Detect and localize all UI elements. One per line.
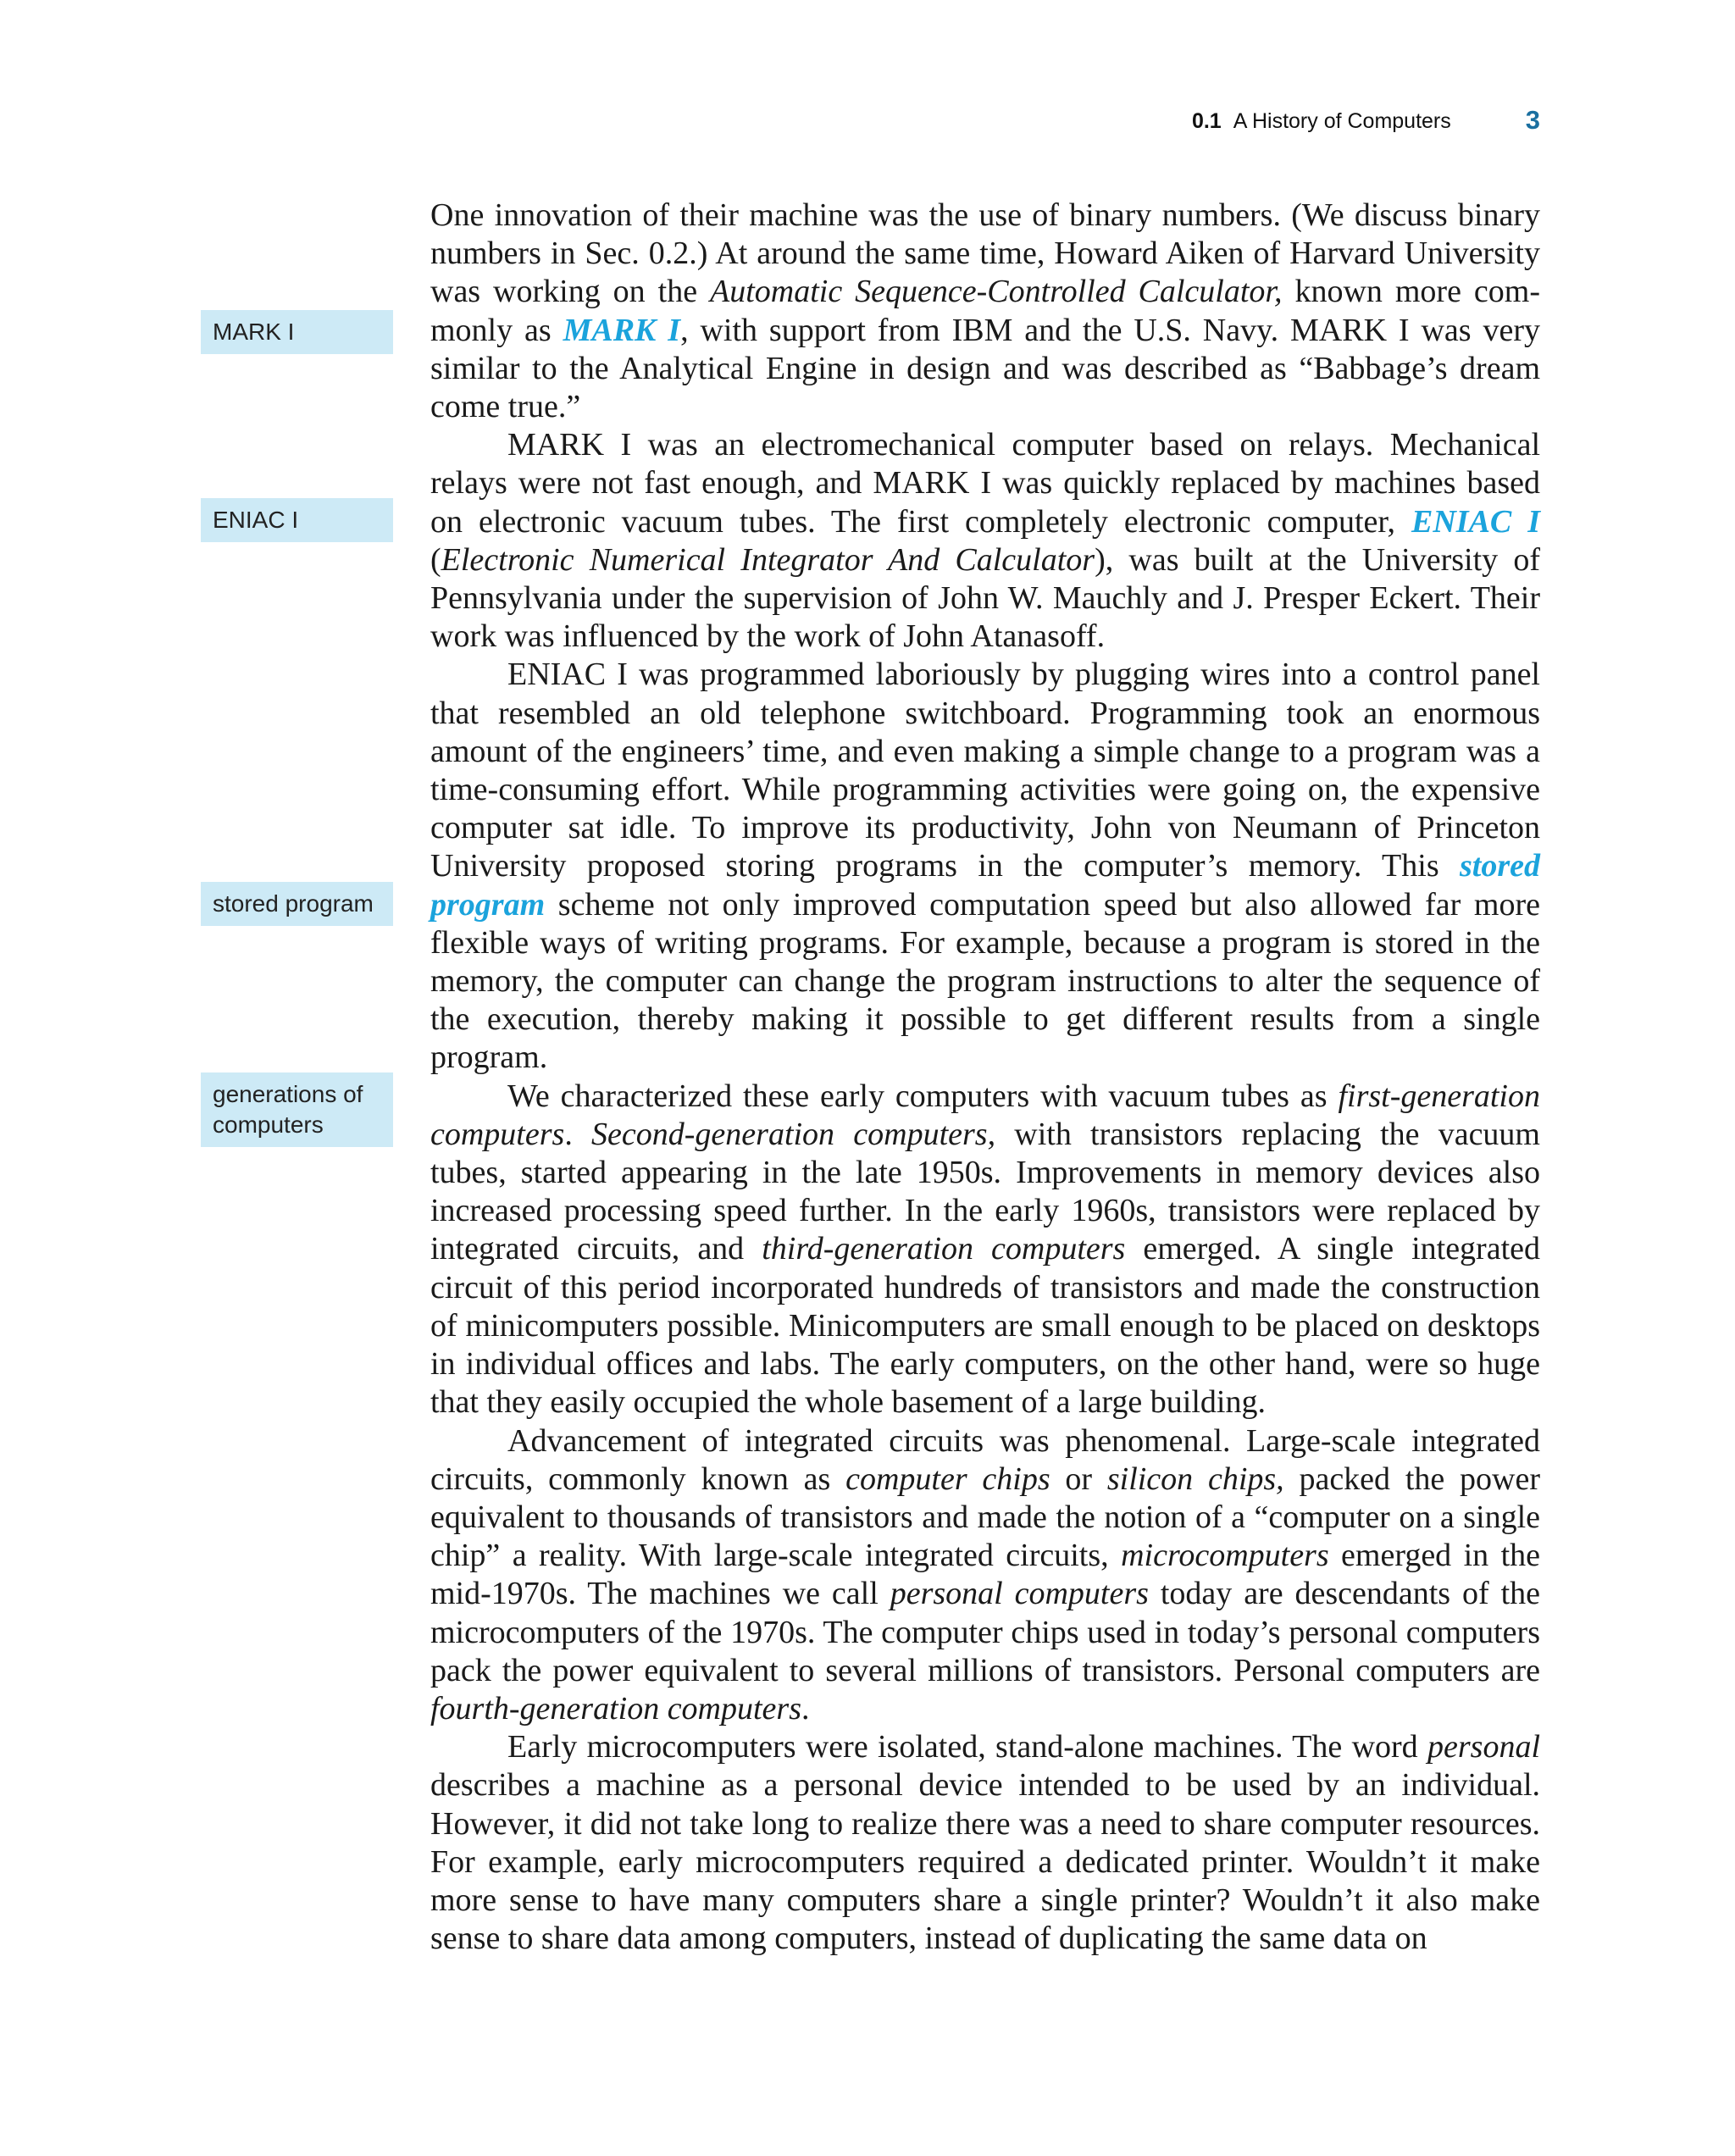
paragraph-4 [430,1078,1540,1422]
text-run: packed the power equivalent to thousands of transistors and made the notion of a “computer on a single chip” a reality. With large-scale integrated circuits, [430,1460,1540,1574]
section-title: A History of Computers [1233,109,1451,133]
key-term-stored-program: stored program [430,848,1540,923]
text-run: emerged in the mid-1970s. The machines we call [430,1538,1540,1612]
margin-note-generations: generations of computers [201,1072,393,1147]
italic-term: first-generation computers [430,1078,1540,1152]
key-term-eniac-i: ENIAC I [1411,503,1540,540]
text-run: ( [430,541,441,578]
paragraph-6 [430,1728,1540,1958]
italic-term: fourth-generation computers [430,1690,802,1726]
body-text [430,197,1540,1958]
text-run: or [1050,1460,1107,1497]
margin-note-eniac-i: ENIAC I [201,498,393,542]
italic-term: computer chips [845,1460,1050,1497]
margin-note-mark-i: MARK I [201,310,393,354]
text-run: . [801,1690,810,1726]
text-run: ), was built at the University of Pennsylvania under the supervision of John W. Mauchly and J. Presper Eckert. Their work was influenced by the work of John Atanasoff. [430,541,1540,655]
text-run: describes a machine as a personal device intended to be used by an individual. However, it did not take long to realize there was a need to share computer resources. For example, early microcomputers required a dedicated printer. Wouldn’t it make more sense to have many computers share a single printer? Wouldn’t it also make sense to share data among computers, instead of duplicating the same data on [430,1767,1540,1957]
text-run: , with support from IBM and the U.S. Navy. MARK I was very similar to the Analytical Engine in design and was described as “Babbage’s dream come true.” [430,312,1540,425]
italic-term: Automatic Sequence-Controlled Calculator, [710,274,1283,310]
paragraph-3 [430,656,1540,1077]
paragraph-2 [430,426,1540,656]
margin-note-stored-program: stored program [201,882,393,926]
text-run: scheme not only improved computation speed but also allowed far more flexible ways of writing programs. For example, because a program is stored in the memory, the computer can change the program instructions to alter the sequence of the execution, thereby making it possible to get different results from a single program. [430,886,1540,1076]
text-run: ENIAC I was programmed laboriously by plugging wires into a control panel that resembled an old telephone switchboard. Programming took an enormous amount of the engineers’ time, and even making a simple change to a program was a time-consuming effort. While programming activities were going on, the expensive computer sat idle. To improve its productivity, John von Neumann of Princeton University proposed storing programs in the computer’s memory. This [430,657,1540,884]
italic-term: Electronic Numerical Integrator And Calculator [441,541,1095,578]
text-run: Early microcomputers were isolated, stand-alone machines. The word [507,1729,1427,1765]
italic-term: microcomputers [1121,1538,1329,1574]
text-run: Advancement of integrated circuits was phenomenal. Large-scale integrated circuits, commonly known as [430,1422,1540,1497]
page-number: 3 [1525,105,1540,135]
text-run: today are descendants of the microcomputers of the 1970s. The computer chips used in today’s personal computers pack the power equivalent to several millions of transistors. Personal computers are [430,1576,1541,1688]
text-run: We characterized these early computers with vacuum tubes as [507,1078,1339,1114]
paragraph-5 [430,1422,1540,1729]
text-run: emerged. A single integrated circuit of this period incorporated hundreds of transistors and made the construction of minicomputers possible. Minicomputers are small enough to be placed on desktops in individual offices and labs. The early computers, on the other hand, were so huge that they easily occupied the whole basement of a large building. [430,1231,1541,1421]
running-header [0,105,1540,136]
text-run: with transistors replacing the vacuum tubes, started appearing in the late 1950s. Improvements in memory devices also increased processing speed further. In the early 1960s, transistors were replaced by integrated circuits, and [430,1116,1540,1267]
text-run: MARK I was an electromechanical computer based on relays. Mechanical relays were not fast enough, and MARK I was quickly replaced by machines based on electronic vacuum tubes. The first completely electronic computer, [430,427,1540,540]
italic-term: silicon chips, [1106,1460,1284,1497]
text-run: . [564,1116,592,1152]
italic-term: personal computers [890,1576,1149,1612]
text-run: One innovation of their machine was the use of binary numbers. (We discuss binary numbers in Sec. 0.2.) At around the same time, Howard Aiken of Harvard University was working on the [430,197,1540,310]
italic-term: personal [1427,1729,1540,1765]
italic-term: Second-generation computers, [591,1116,996,1152]
text-run: known more commonly as [430,274,1540,348]
section-number: 0.1 [1191,109,1222,133]
key-term-mark-i: MARK I [563,312,681,348]
paragraph-1 [430,197,1540,426]
italic-term: third-generation computers [762,1231,1126,1267]
